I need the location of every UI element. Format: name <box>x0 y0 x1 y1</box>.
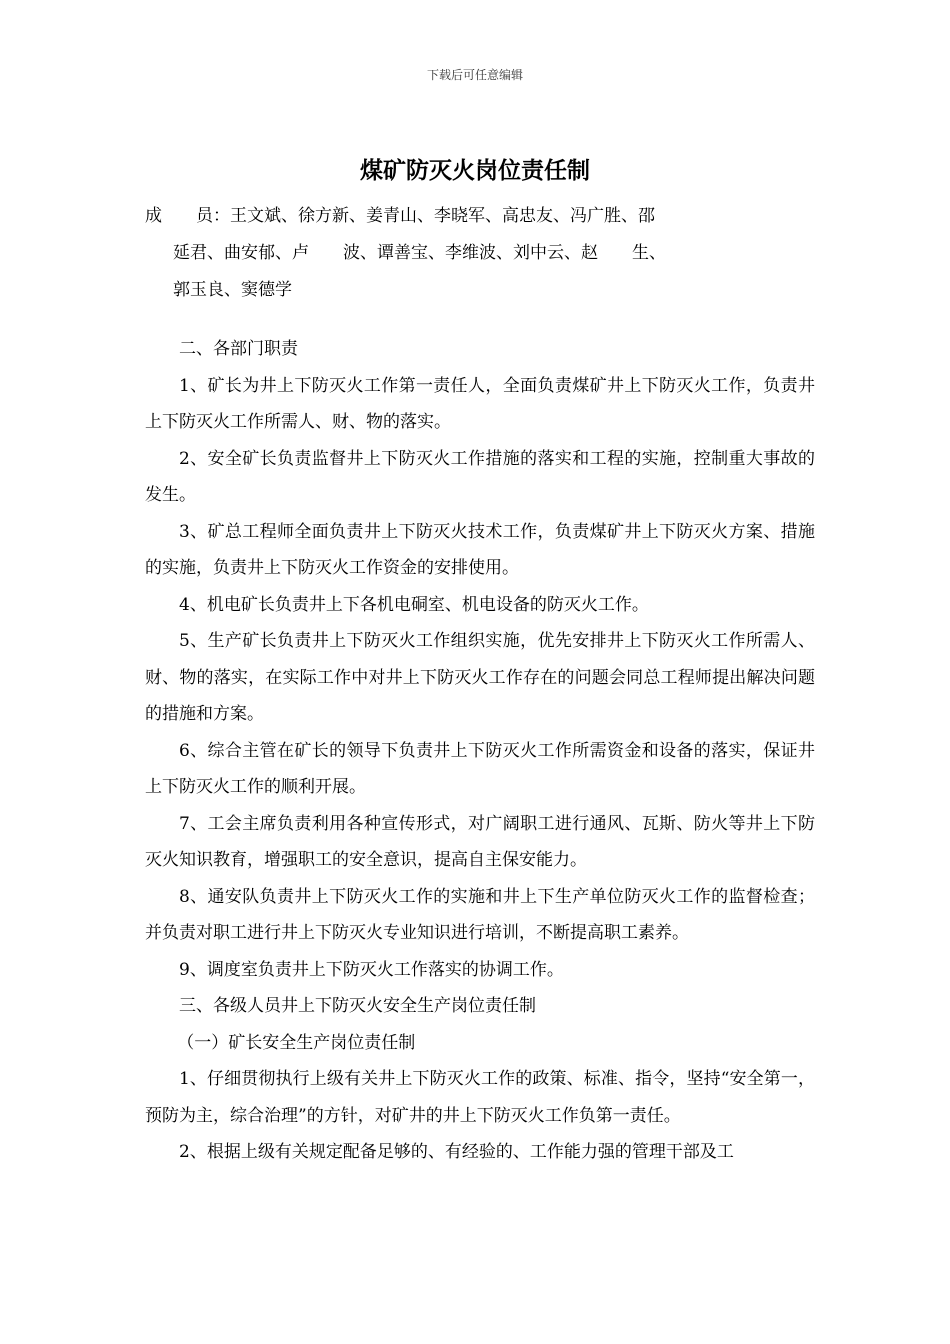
dept-item: 9、调度室负责井上下防灭火工作落实的协调工作。 <box>179 959 564 980</box>
header-note: 下载后可任意编辑 <box>426 68 523 82</box>
section-heading-levels: 三、各级人员井上下防灭火安全生产岗位责任制 <box>179 996 536 1016</box>
dept-item: 4、机电矿长负责井上下各机电硐室、机电设备的防灭火工作。 <box>179 594 649 615</box>
subsection-heading: （一）矿长安全生产岗位责任制 <box>177 1032 416 1053</box>
members-block <box>145 198 825 309</box>
dept-item: 7、工会主席负责利用各种宣传形式，对广阔职工进行通风、瓦斯、防火等井上下防灭火知识教育，增强职工的安全意识，提高自主保安能力。 <box>145 813 815 870</box>
dept-item: 6、综合主管在矿长的领导下负责井上下防灭火工作所需资金和设备的落实，保证井上下防灭火工作的顺利开展。 <box>145 740 815 797</box>
document-body <box>145 331 815 1171</box>
dept-item: 8、通安队负责井上下防灭火工作的实施和井上下生产单位防灭火工作的监督检查；并负责对职工进行井上下防灭火专业知识进行培训，不断提高职工素养。 <box>145 886 815 943</box>
dept-item: 5、生产矿长负责井上下防灭火工作组织实施，优先安排井上下防灭火工作所需人、财、物的落实，在实际工作中对井上下防灭火工作存在的问题会同总工程师提出解决问题的措施和方案。 <box>145 631 815 724</box>
dept-item: 1、矿长为井上下防灭火工作第一责任人，全面负责煤矿井上下防灭火工作，负责井上下防灭火工作所需人、财、物的落实。 <box>145 375 815 432</box>
mgr-item: 2、根据上级有关规定配备足够的、有经验的、工作能力强的管理干部及工 <box>179 1142 734 1162</box>
mgr-item: 1、仔细贯彻执行上级有关井上下防灭火工作的政策、标准、指令，坚持“安全第一，预防为主，综合治理”的方针，对矿井的井上下防灭火工作负第一责任。 <box>145 1069 815 1126</box>
dept-item: 2、安全矿长负责监督井上下防灭火工作措施的落实和工程的实施，控制重大事故的发生。 <box>145 448 815 505</box>
section-heading-departments: 二、各部门职责 <box>179 339 298 359</box>
members-line: 延君、曲安郁、卢 波、谭善宝、李维波、刘中云、赵 生、 <box>173 243 666 263</box>
members-line: 成 员：王文斌、徐方新、姜青山、李晓军、高忠友、冯广胜、邵 <box>145 206 655 226</box>
dept-item: 3、矿总工程师全面负责井上下防灭火技术工作，负责煤矿井上下防灭火方案、措施的实施，负责井上下防灭火工作资金的安排使用。 <box>145 521 815 578</box>
members-line: 郭玉良、窦德学 <box>173 280 292 300</box>
document-title: 煤矿防灭火岗位责任制 <box>360 157 590 184</box>
